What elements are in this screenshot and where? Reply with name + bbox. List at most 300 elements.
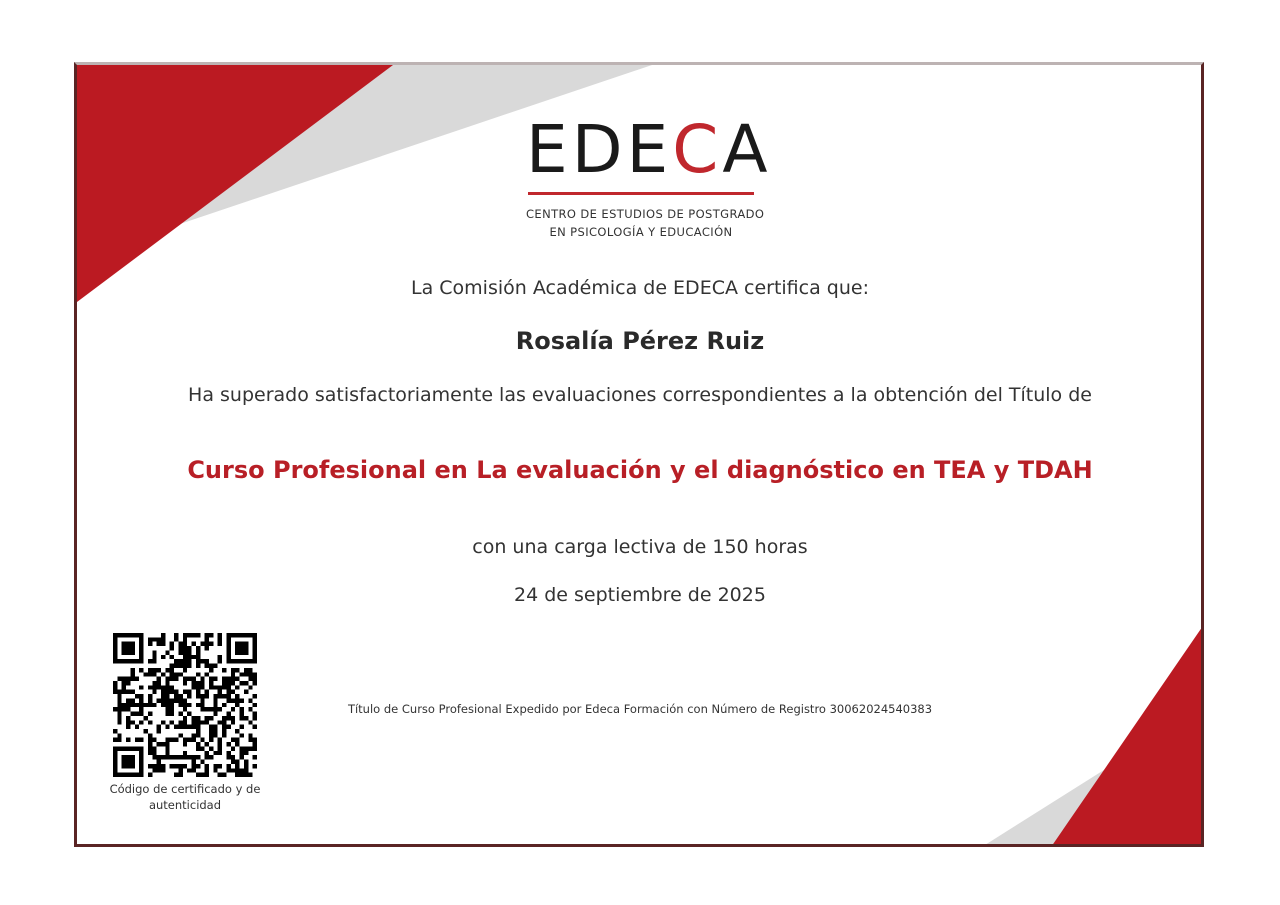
qr-module [178, 646, 182, 650]
qr-module [200, 677, 204, 681]
qr-module [157, 681, 161, 685]
qr-module [209, 664, 213, 668]
qr-module [170, 655, 174, 659]
qr-module [235, 685, 239, 689]
logo-subtitle [526, 205, 765, 241]
qr-module [209, 725, 213, 729]
qr-module [248, 668, 252, 672]
qr-module [144, 703, 148, 707]
qr-module [148, 694, 152, 698]
qr-module [117, 694, 121, 698]
qr-module [148, 659, 152, 663]
qr-module [209, 642, 213, 646]
qr-module [253, 716, 257, 720]
logo-word-accent: C [672, 111, 723, 188]
qr-module [157, 764, 161, 768]
qr-module [196, 742, 200, 746]
qr-module [187, 659, 191, 663]
qr-module [148, 720, 152, 724]
qr-module [170, 646, 174, 650]
qr-module [244, 773, 248, 777]
qr-module [205, 664, 209, 668]
qr-module [165, 668, 169, 672]
qr-module [183, 707, 187, 711]
qr-module [196, 755, 200, 759]
qr-module [161, 755, 165, 759]
qr-module [165, 738, 169, 742]
qr-module [231, 672, 235, 676]
qr-module [187, 755, 191, 759]
qr-module [170, 677, 174, 681]
logo-word-end: A [722, 111, 772, 188]
qr-module [187, 664, 191, 668]
qr-module [205, 755, 209, 759]
qr-module [248, 698, 252, 702]
qr-module [126, 720, 130, 724]
qr-module [183, 742, 187, 746]
qr-module [200, 738, 204, 742]
qr-finder-pattern [235, 642, 248, 655]
qr-module [200, 681, 204, 685]
qr-module [235, 773, 239, 777]
qr-module [205, 720, 209, 724]
qr-caption [100, 781, 270, 813]
qr-module [183, 703, 187, 707]
qr-module [222, 733, 226, 737]
qr-module [200, 707, 204, 711]
qr-module [113, 685, 117, 689]
qr-module [235, 738, 239, 742]
qr-module [240, 712, 244, 716]
qr-module [196, 694, 200, 698]
qr-module [148, 698, 152, 702]
qr-module [240, 707, 244, 711]
qr-module [231, 690, 235, 694]
qr-module [139, 707, 143, 711]
qr-module [218, 720, 222, 724]
qr-module [187, 650, 191, 654]
qr-module [161, 703, 165, 707]
qr-module [152, 672, 156, 676]
qr-module [183, 690, 187, 694]
qr-module [148, 703, 152, 707]
qr-module [139, 703, 143, 707]
qr-module [196, 650, 200, 654]
qr-module [231, 677, 235, 681]
qr-module [130, 698, 134, 702]
qr-module [161, 698, 165, 702]
qr-module [218, 707, 222, 711]
qr-module [196, 720, 200, 724]
qr-module [165, 685, 169, 689]
qr-module [170, 720, 174, 724]
qr-module [161, 655, 165, 659]
qr-module [174, 677, 178, 681]
qr-module [213, 685, 217, 689]
logo-wordmark [526, 111, 772, 188]
qr-module [231, 746, 235, 750]
qr-module [187, 633, 191, 637]
qr-module [192, 755, 196, 759]
qr-module [183, 637, 187, 641]
qr-module [157, 725, 161, 729]
qr-module [205, 707, 209, 711]
qr-module [235, 742, 239, 746]
qr-module [244, 768, 248, 772]
qr-module [170, 764, 174, 768]
qr-module [205, 690, 209, 694]
qr-module [213, 725, 217, 729]
qr-module [157, 768, 161, 772]
qr-module [165, 690, 169, 694]
qr-module [144, 716, 148, 720]
qr-module [226, 751, 230, 755]
qr-module [192, 642, 196, 646]
qr-module [196, 633, 200, 637]
qr-module [174, 773, 178, 777]
qr-module [174, 659, 178, 663]
qr-module [187, 738, 191, 742]
qr-module [240, 725, 244, 729]
qr-module [253, 746, 257, 750]
qr-module [178, 773, 182, 777]
qr-module [117, 738, 121, 742]
qr-module [253, 712, 257, 716]
qr-module [183, 642, 187, 646]
qr-module [152, 751, 156, 755]
qr-module [253, 742, 257, 746]
qr-module [148, 738, 152, 742]
qr-module [174, 738, 178, 742]
qr-module [178, 659, 182, 663]
qr-module [178, 664, 182, 668]
qr-module [196, 733, 200, 737]
qr-module [178, 703, 182, 707]
qr-module [222, 773, 226, 777]
qr-module [205, 764, 209, 768]
qr-caption-line1: Código de certificado y de [109, 782, 261, 796]
qr-module [226, 712, 230, 716]
qr-module [248, 677, 252, 681]
logo-word-start: EDE [526, 111, 673, 188]
qr-module [148, 746, 152, 750]
qr-module [235, 760, 239, 764]
qr-module [213, 698, 217, 702]
qr-module [231, 768, 235, 772]
qr-module [209, 746, 213, 750]
qr-module [222, 677, 226, 681]
qr-module [235, 703, 239, 707]
qr-module [165, 650, 169, 654]
qr-module [244, 672, 248, 676]
qr-module [213, 751, 217, 755]
qr-module [213, 664, 217, 668]
qr-module [248, 685, 252, 689]
qr-module [244, 751, 248, 755]
qr-module [196, 681, 200, 685]
qr-module [135, 703, 139, 707]
qr-module [161, 764, 165, 768]
qr-module [248, 707, 252, 711]
qr-module [248, 720, 252, 724]
qr-module [248, 738, 252, 742]
qr-module [170, 668, 174, 672]
qr-module [226, 681, 230, 685]
qr-module [183, 716, 187, 720]
qr-module [209, 677, 213, 681]
qr-module [157, 729, 161, 733]
qr-module [226, 698, 230, 702]
qr-module [209, 738, 213, 742]
qr-module [174, 755, 178, 759]
qr-module [213, 703, 217, 707]
qr-module [209, 633, 213, 637]
qr-module [148, 642, 152, 646]
qr-module [178, 672, 182, 676]
qr-module [222, 668, 226, 672]
qr-module [187, 646, 191, 650]
qr-module [209, 681, 213, 685]
qr-module [240, 768, 244, 772]
qr-module [192, 681, 196, 685]
qr-module [231, 720, 235, 724]
qr-module [192, 738, 196, 742]
qr-module [130, 672, 134, 676]
qr-module [235, 694, 239, 698]
qr-module [231, 760, 235, 764]
qr-module [113, 690, 117, 694]
qr-module [157, 760, 161, 764]
qr-module [218, 642, 222, 646]
qr-module [218, 751, 222, 755]
qr-module [152, 668, 156, 672]
qr-module [213, 712, 217, 716]
qr-module [148, 637, 152, 641]
qr-module [113, 738, 117, 742]
qr-module [218, 742, 222, 746]
qr-module [139, 738, 143, 742]
qr-module [157, 742, 161, 746]
qr-module [200, 642, 204, 646]
qr-module [192, 685, 196, 689]
qr-module [226, 694, 230, 698]
qr-module [240, 751, 244, 755]
qr-module [126, 738, 130, 742]
qr-module [126, 716, 130, 720]
qr-module [122, 690, 126, 694]
qr-module [226, 725, 230, 729]
qr-module [200, 694, 204, 698]
qr-module [244, 764, 248, 768]
qr-module [161, 672, 165, 676]
qr-module [187, 768, 191, 772]
qr-module [213, 694, 217, 698]
qr-module [226, 742, 230, 746]
qr-module [213, 707, 217, 711]
qr-module [126, 703, 130, 707]
qr-module [183, 720, 187, 724]
qr-module [170, 707, 174, 711]
qr-module [187, 703, 191, 707]
qr-module [183, 681, 187, 685]
qr-module [200, 760, 204, 764]
edeca-logo [526, 111, 772, 241]
qr-module [244, 746, 248, 750]
qr-module [130, 720, 134, 724]
qr-module [126, 690, 130, 694]
qr-module [196, 646, 200, 650]
qr-module [178, 650, 182, 654]
qr-module [165, 755, 169, 759]
qr-module [196, 690, 200, 694]
qr-module [222, 725, 226, 729]
qr-module [183, 664, 187, 668]
qr-module [178, 733, 182, 737]
qr-module [218, 633, 222, 637]
qr-module [200, 698, 204, 702]
qr-module [226, 755, 230, 759]
qr-module [170, 738, 174, 742]
logo-red-rule [528, 192, 754, 195]
qr-module [183, 751, 187, 755]
qr-module [135, 712, 139, 716]
qr-module [122, 703, 126, 707]
qr-module [226, 768, 230, 772]
qr-module [161, 720, 165, 724]
qr-module [178, 712, 182, 716]
qr-module [148, 685, 152, 689]
qr-module [161, 637, 165, 641]
qr-module [170, 664, 174, 668]
recipient-name: Rosalía Pérez Ruiz [515, 327, 765, 355]
qr-module [183, 650, 187, 654]
qr-module [240, 681, 244, 685]
qr-module [117, 733, 121, 737]
qr-module [196, 664, 200, 668]
qr-module [187, 725, 191, 729]
qr-module [196, 672, 200, 676]
qr-module [200, 773, 204, 777]
qr-module [244, 760, 248, 764]
qr-module [148, 672, 152, 676]
qr-module [183, 646, 187, 650]
qr-module [205, 642, 209, 646]
qr-module [165, 677, 169, 681]
qr-module [126, 698, 130, 702]
qr-module [222, 681, 226, 685]
qr-module [222, 694, 226, 698]
qr-module [165, 742, 169, 746]
qr-module [148, 751, 152, 755]
qr-code-icon[interactable] [113, 633, 257, 777]
qr-module [205, 672, 209, 676]
qr-module [157, 755, 161, 759]
qr-module [126, 677, 130, 681]
qr-module [231, 755, 235, 759]
qr-module [244, 681, 248, 685]
qr-module [178, 698, 182, 702]
qr-module [117, 720, 121, 724]
qr-module [240, 672, 244, 676]
qr-module [192, 760, 196, 764]
qr-module [178, 720, 182, 724]
qr-module [135, 694, 139, 698]
qr-module [165, 746, 169, 750]
qr-module [205, 637, 209, 641]
qr-module [170, 712, 174, 716]
qr-module [152, 655, 156, 659]
qr-module [126, 681, 130, 685]
qr-module [174, 690, 178, 694]
qr-module [235, 764, 239, 768]
qr-module [192, 733, 196, 737]
registry-number: Título de Curso Profesional Expedido por Edeca Formación con Número de Registro 30062024540383 [347, 702, 933, 716]
qr-module [161, 690, 165, 694]
qr-module [122, 677, 126, 681]
qr-module [235, 768, 239, 772]
qr-module [218, 655, 222, 659]
qr-module [183, 677, 187, 681]
qr-module [226, 690, 230, 694]
qr-module [240, 698, 244, 702]
qr-module [205, 716, 209, 720]
qr-module [218, 764, 222, 768]
qr-module [117, 690, 121, 694]
qr-module [165, 681, 169, 685]
qr-module [213, 733, 217, 737]
qr-module [148, 764, 152, 768]
qr-module [205, 659, 209, 663]
qr-module [240, 773, 244, 777]
qr-module [222, 716, 226, 720]
qr-module [192, 725, 196, 729]
qr-module [235, 677, 239, 681]
qr-module [174, 694, 178, 698]
qr-module [200, 685, 204, 689]
qr-module [183, 659, 187, 663]
qr-module [187, 712, 191, 716]
qr-module [200, 703, 204, 707]
qr-module [253, 755, 257, 759]
qr-module [152, 768, 156, 772]
qr-module [174, 764, 178, 768]
qr-module [170, 642, 174, 646]
qr-module [157, 637, 161, 641]
qr-caption-line2: autenticidad [148, 798, 222, 812]
qr-module [170, 672, 174, 676]
qr-module [196, 746, 200, 750]
qr-module [253, 738, 257, 742]
certificate-date: 24 de septiembre de 2025 [514, 584, 766, 606]
qr-module [178, 642, 182, 646]
qr-module [157, 642, 161, 646]
qr-module [117, 677, 121, 681]
qr-module [161, 742, 165, 746]
qr-module [240, 746, 244, 750]
qr-module [183, 764, 187, 768]
qr-module [183, 698, 187, 702]
qr-module [117, 712, 121, 716]
qr-module [126, 707, 130, 711]
qr-module [157, 677, 161, 681]
qr-module [187, 690, 191, 694]
qr-module [209, 707, 213, 711]
qr-module [174, 664, 178, 668]
qr-module [218, 746, 222, 750]
qr-module [222, 703, 226, 707]
qr-module [152, 690, 156, 694]
qr-module [231, 707, 235, 711]
